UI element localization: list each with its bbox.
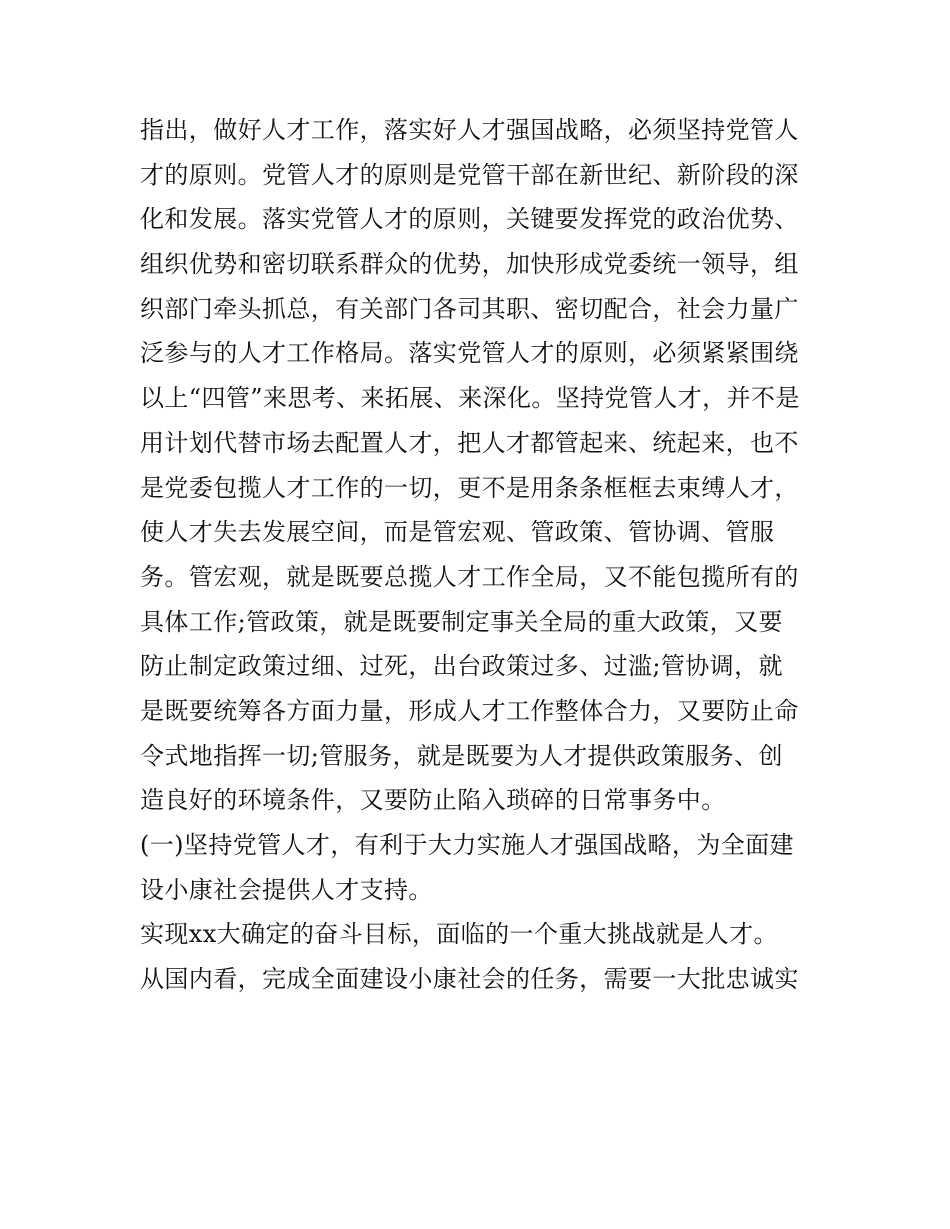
text-line: 组织优势和密切联系群众的优势，加快形成党委统一领导，组 xyxy=(140,250,799,279)
text-line: 泛参与的人才工作格局。落实党管人才的原则，必须紧紧围绕 xyxy=(140,339,799,368)
text-line: 从国内看，完成全面建设小康社会的任务，需要一大批忠诚实 xyxy=(140,965,799,994)
text-line: 是既要统筹各方面力量，形成人才工作整体合力，又要防止命 xyxy=(140,696,799,725)
text-line: 才的原则。党管人才的原则是党管干部在新世纪、新阶段的深 xyxy=(140,160,799,189)
text-line: 具体工作;管政策，就是既要制定事关全局的重大政策，又要 xyxy=(140,607,783,636)
section-heading-line: (一)坚持党管人才，有利于大力实施人才强国战略，为全面建 xyxy=(140,831,794,859)
text-line: 化和发展。落实党管人才的原则，关键要发挥党的政治优势、 xyxy=(140,205,799,234)
text-line: 指出，做好人才工作，落实好人才强国战略，必须坚持党管人 xyxy=(140,116,799,144)
body-text xyxy=(140,108,830,1002)
text-line: 务。管宏观，就是既要总揽人才工作全局，又不能包揽所有的 xyxy=(140,562,799,591)
text-line: 造良好的环境条件，又要防止陷入琐碎的日常事务中。 xyxy=(140,786,726,815)
text-line: 用计划代替市场去配置人才，把人才都管起来、统起来，也不 xyxy=(140,428,799,457)
text-line: 防止制定政策过细、过死，出台政策过多、过滥;管协调，就 xyxy=(140,652,783,681)
text-line: 是党委包揽人才工作的一切，更不是用条条框框去束缚人才， xyxy=(140,473,799,502)
text-line: 织部门牵头抓总，有关部门各司其职、密切配合，社会力量广 xyxy=(140,294,799,323)
text-line: 使人才失去发展空间，而是管宏观、管政策、管协调、管服 xyxy=(140,518,775,547)
text-line: 令式地指挥一切;管服务，就是既要为人才提供政策服务、创 xyxy=(140,741,783,770)
section-heading-line: 设小康社会提供人才支持。 xyxy=(140,875,433,904)
text-line: 以上“四管”来思考、来拓展、来深化。坚持党管人才，并不是 xyxy=(140,384,800,413)
text-line: 实现xx大确定的奋斗目标，面临的一个重大挑战就是人才。 xyxy=(140,920,778,949)
